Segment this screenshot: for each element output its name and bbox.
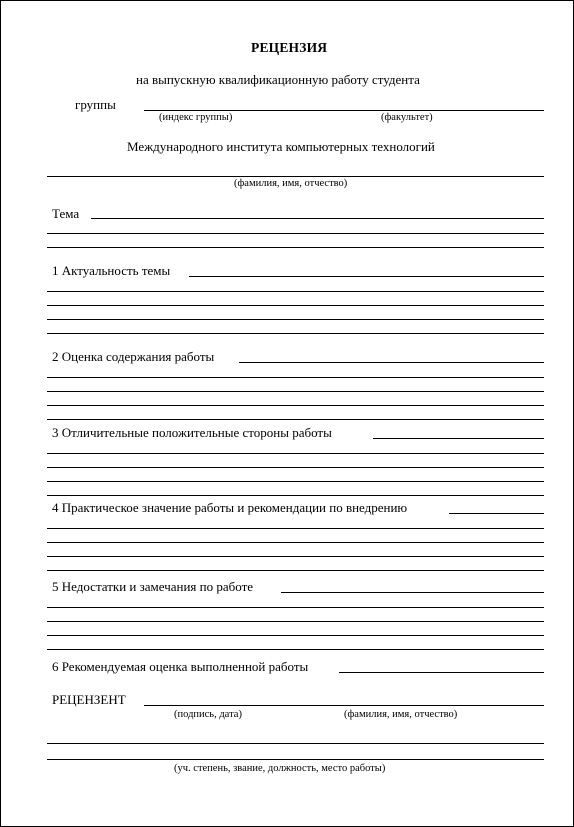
section-5-line[interactable]	[47, 649, 544, 650]
group-index-hint: (индекс группы)	[159, 112, 233, 123]
group-label: группы	[75, 97, 116, 112]
section-6-label: 6 Рекомендуемая оценка выполненной работы	[52, 659, 309, 674]
section-5-line[interactable]	[47, 635, 544, 636]
section-4-label: 4 Практическое значение работы и рекомендации по внедрению	[52, 500, 408, 515]
section-5-label: 5 Недостатки и замечания по работе	[52, 579, 254, 594]
section-4-line[interactable]	[47, 528, 544, 529]
form-subtitle: на выпускную квалификационную работу студента	[136, 72, 420, 87]
section-3-line[interactable]	[47, 481, 544, 482]
section-6-line[interactable]	[339, 672, 544, 673]
reviewer-line[interactable]	[144, 705, 544, 706]
topic-line[interactable]	[91, 218, 544, 219]
reviewer-label: РЕЦЕНЗЕНТ	[52, 692, 126, 707]
faculty-hint: (факультет)	[381, 112, 433, 123]
section-2-line[interactable]	[239, 362, 544, 363]
section-3-line[interactable]	[47, 495, 544, 496]
section-2-line[interactable]	[47, 405, 544, 406]
section-1-line[interactable]	[47, 319, 544, 320]
section-5-line[interactable]	[47, 621, 544, 622]
group-field-line[interactable]	[144, 110, 544, 111]
topic-label: Тема	[52, 206, 80, 221]
credentials-line[interactable]	[47, 743, 544, 744]
section-1-line[interactable]	[47, 333, 544, 334]
institute-name: Международного института компьютерных технологий	[127, 139, 435, 154]
fio-hint: (фамилия, имя, отчество)	[234, 178, 348, 189]
reviewer-fio-hint: (фамилия, имя, отчество)	[344, 709, 458, 720]
credentials-hint: (уч. степень, звание, должность, место работы)	[174, 763, 386, 774]
section-4-line[interactable]	[47, 556, 544, 557]
section-1-label: 1 Актуальность темы	[52, 263, 171, 278]
topic-line[interactable]	[47, 233, 544, 234]
section-3-line[interactable]	[47, 453, 544, 454]
section-4-line[interactable]	[47, 570, 544, 571]
section-1-line[interactable]	[47, 291, 544, 292]
section-3-line[interactable]	[47, 467, 544, 468]
section-1-line[interactable]	[189, 276, 544, 277]
section-2-line[interactable]	[47, 391, 544, 392]
section-5-line[interactable]	[47, 607, 544, 608]
section-5-line[interactable]	[281, 592, 544, 593]
section-2-label: 2 Оценка содержания работы	[52, 349, 215, 364]
signature-hint: (подпись, дата)	[174, 709, 242, 720]
section-1-line[interactable]	[47, 305, 544, 306]
section-2-line[interactable]	[47, 419, 544, 420]
section-3-line[interactable]	[373, 438, 544, 439]
student-fio-line[interactable]	[47, 176, 544, 177]
form-title: РЕЦЕНЗИЯ	[251, 40, 328, 55]
credentials-line[interactable]	[47, 759, 544, 760]
section-4-line[interactable]	[47, 542, 544, 543]
section-4-line[interactable]	[449, 513, 544, 514]
section-3-label: 3 Отличительные положительные стороны работы	[52, 425, 332, 440]
topic-line[interactable]	[47, 247, 544, 248]
section-2-line[interactable]	[47, 377, 544, 378]
